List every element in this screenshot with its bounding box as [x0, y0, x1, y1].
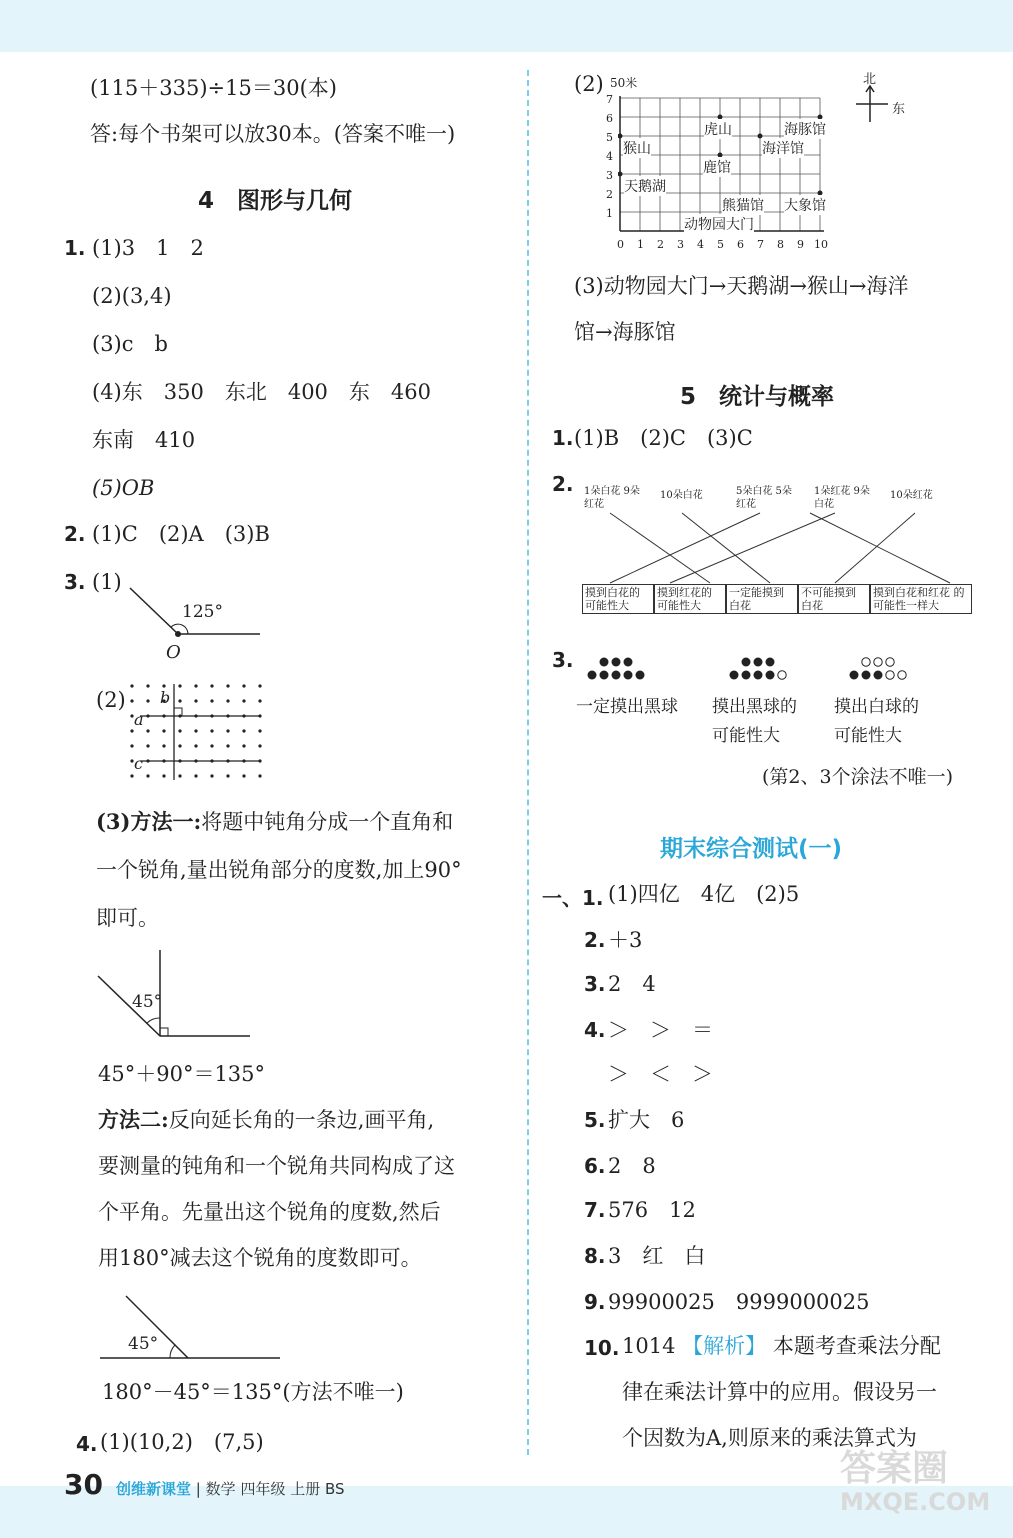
y-tick: 2 — [606, 188, 613, 201]
answer-line: (3)c b — [92, 332, 168, 356]
straight-angle-figure — [98, 1292, 284, 1364]
method-text: 即可。 — [96, 906, 159, 930]
dot-grid-figure — [126, 680, 266, 784]
answer-line: (5)OB — [92, 476, 155, 500]
east-label: 东 — [892, 102, 906, 117]
watermark-logo: 答案圈 — [840, 1448, 949, 1489]
y-tick: 7 — [606, 93, 613, 106]
question-number: 2. — [584, 928, 606, 952]
answer-line: (1)(10,2) (7,5) — [100, 1430, 264, 1454]
answer-line: 扩大 6 — [608, 1108, 685, 1132]
grade: 四年级 — [240, 1480, 286, 1498]
question-number: 3. — [584, 972, 606, 996]
answer-line: (2) — [96, 688, 126, 712]
equation: 180°－45°＝135°(方法不唯一) — [102, 1380, 404, 1404]
question-number: 一、1. — [542, 886, 604, 910]
balls-all-black-icon — [586, 656, 646, 682]
x-tick: 5 — [717, 238, 724, 251]
line-label-c: c — [134, 754, 143, 773]
answer-line: (1)3 1 2 — [92, 236, 204, 260]
outcome-box: 一定能摸到 白花 — [726, 584, 798, 614]
question-number: 7. — [584, 1198, 606, 1222]
answer-line: (1)四亿 4亿 (2)5 — [608, 882, 800, 906]
y-tick: 6 — [606, 112, 613, 125]
question-number: 1. — [552, 426, 574, 450]
method-text: 个平角。先量出这个锐角的度数,然后 — [98, 1200, 441, 1224]
x-tick: 2 — [657, 238, 664, 251]
flower-bag: 1朵白花 9朵红花 — [584, 486, 640, 510]
method-label: 方法二: — [98, 1107, 169, 1132]
answer-value: 1014 — [622, 1334, 676, 1358]
page-number: 30 — [64, 1468, 103, 1501]
answer-line: (3)动物园大门→天鹅湖→猴山→海洋 — [574, 274, 909, 298]
place-label: 虎山 — [704, 119, 732, 139]
x-tick: 6 — [737, 238, 744, 251]
question-number: 9. — [584, 1290, 606, 1314]
outcome-box: 不可能摸到 白花 — [798, 584, 870, 614]
question-number: 6. — [584, 1154, 606, 1178]
text-line: (115＋335)÷15＝30(本) — [90, 76, 337, 100]
flower-bag: 10朵白花 — [660, 490, 703, 501]
x-tick: 0 — [617, 238, 624, 251]
balls-mostly-black-icon — [728, 656, 788, 682]
x-tick: 8 — [777, 238, 784, 251]
question-number: 10. — [584, 1336, 620, 1360]
ball-caption: 摸出白球的 可能性大 — [834, 697, 919, 746]
place-label: 鹿馆 — [703, 157, 731, 177]
answer-line: 99900025 9999000025 — [608, 1290, 870, 1314]
x-tick: 4 — [697, 238, 704, 251]
place-label: 天鹅湖 — [624, 176, 666, 196]
question-number: 3. — [552, 648, 574, 672]
question-number: 4. — [584, 1018, 606, 1042]
answer-line: ＞ ＞ ＝ — [608, 1018, 713, 1042]
line-label-b: b — [160, 688, 171, 707]
question-number: 3. — [64, 570, 86, 594]
answer-line: 2 8 — [608, 1154, 656, 1178]
place-label: 动物园大门 — [684, 214, 754, 234]
outcome-box: 摸到白花的 可能性大 — [582, 584, 654, 614]
answer-line: (1) — [92, 570, 122, 594]
answer-line: (4)东 350 东北 400 东 460 — [92, 380, 431, 404]
map-scale: 50米 — [610, 76, 638, 90]
analysis-text: 本题考查乘法分配 — [772, 1334, 941, 1358]
section-heading: 5 统计与概率 — [680, 384, 835, 410]
edition: BS — [325, 1480, 345, 1498]
y-tick: 3 — [606, 169, 613, 182]
place-label: 熊猫馆 — [722, 195, 764, 215]
x-tick: 7 — [757, 238, 764, 251]
watermark-url: MXQE.COM — [840, 1488, 991, 1516]
question-number: 5. — [584, 1108, 606, 1132]
compass-icon — [852, 84, 892, 124]
method-text: 要测量的钝角和一个锐角共同构成了这 — [98, 1154, 455, 1178]
x-tick: 1 — [637, 238, 644, 251]
flower-bag: 1朵红花 9朵白花 — [814, 486, 870, 510]
place-label: 海豚馆 — [784, 119, 826, 139]
subject: 数学 — [205, 1480, 236, 1498]
top-wave-band — [0, 0, 1013, 52]
flower-bag: 5朵白花 5朵红花 — [736, 486, 792, 510]
y-tick: 1 — [606, 207, 613, 220]
x-tick: 10 — [814, 238, 828, 251]
place-label: 大象馆 — [784, 195, 826, 215]
note: (第2、3个涂法不唯一) — [762, 766, 954, 788]
book-title: 创维新课堂 — [116, 1480, 192, 1498]
ball-caption: 一定摸出黑球 — [576, 697, 678, 717]
method-text: 一个锐角,量出锐角部分的度数,加上90° — [96, 858, 462, 882]
place-label: 猴山 — [623, 138, 651, 158]
angle-label: 125° — [182, 602, 223, 622]
question-number: 4. — [76, 1432, 98, 1456]
flower-bag: 10朵红花 — [890, 490, 933, 501]
north-label: 北 — [863, 72, 877, 87]
method-text: 将题中钝角分成一个直角和 — [201, 810, 454, 834]
answer-line: ＋3 — [608, 928, 643, 952]
answer-line: 2 4 — [608, 972, 656, 996]
y-tick: 4 — [606, 150, 613, 163]
question-number: 1. — [64, 236, 86, 260]
equation: 45°＋90°＝135° — [98, 1062, 266, 1086]
line-label-a: a — [134, 710, 144, 729]
section-heading: 4 图形与几何 — [198, 188, 353, 214]
question-number: 2. — [552, 472, 574, 496]
question-number: 8. — [584, 1244, 606, 1268]
x-tick: 9 — [797, 238, 804, 251]
answer-line: (2)(3,4) — [92, 284, 172, 308]
analysis-text: 个因数为A,则原来的乘法算式为 — [622, 1426, 917, 1450]
answer-line: (1)B (2)C (3)C — [574, 426, 753, 450]
outcome-box: 摸到红花的 可能性大 — [654, 584, 726, 614]
answer-line: (2) — [574, 72, 604, 96]
volume: 上册 — [290, 1480, 321, 1498]
outcome-box: 摸到白花和红花 的可能性一样大 — [870, 584, 972, 614]
point-label: O — [166, 642, 181, 663]
angle-label: 45° — [128, 1334, 159, 1354]
question-number: 2. — [64, 522, 86, 546]
angle-45-right-angle-figure — [94, 948, 254, 1042]
x-tick: 3 — [677, 238, 684, 251]
angle-label: 45° — [132, 992, 163, 1012]
y-tick: 5 — [606, 131, 613, 144]
answer-line: 馆→海豚馆 — [574, 320, 676, 344]
analysis-tag: 【解析】 — [682, 1334, 767, 1358]
analysis-text: 律在乘法计算中的应用。假设另一 — [622, 1380, 937, 1404]
answer-line: (1)C (2)A (3)B — [92, 522, 270, 546]
method-text: 反向延长角的一条边,画平角, — [168, 1108, 435, 1132]
answer-line: 3 红 白 — [608, 1244, 706, 1268]
exam-title: 期末综合测试(一) — [660, 836, 843, 862]
answer-line: 东南 410 — [92, 428, 196, 452]
method-text: 用180°减去这个锐角的度数即可。 — [98, 1246, 422, 1270]
balls-mostly-white-icon — [848, 656, 908, 682]
answer-line: 576 12 — [608, 1198, 696, 1222]
ball-caption: 摸出黑球的 可能性大 — [712, 697, 797, 746]
text-line: 答:每个书架可以放30本。(答案不唯一) — [90, 122, 456, 146]
method-label: (3)方法一: — [96, 809, 202, 834]
matching-lines — [570, 505, 970, 590]
answer-line: ＞ ＜ ＞ — [608, 1062, 713, 1086]
column-divider — [527, 70, 529, 1455]
place-label: 海洋馆 — [762, 138, 804, 158]
